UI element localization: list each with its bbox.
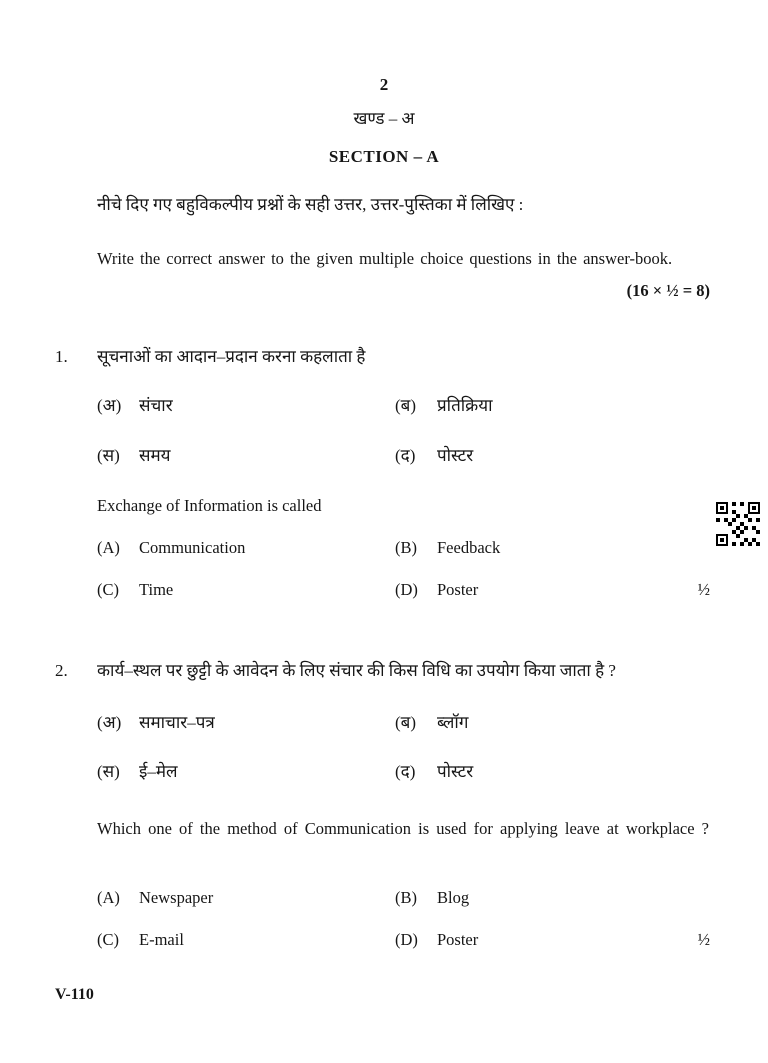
- option-label: (B): [395, 888, 417, 907]
- question-text-english: Which one of the method of Communication is used for applying leave at workplace ?: [97, 819, 709, 838]
- option-text: ब्लॉग: [437, 713, 469, 732]
- option-a-english: [97, 887, 395, 909]
- option-text: Time: [139, 580, 174, 599]
- question-number: 2.: [55, 661, 68, 680]
- option-label: (स): [97, 762, 120, 781]
- question-marks: ½: [697, 580, 710, 599]
- option-text: Newspaper: [139, 888, 214, 907]
- option-text: समय: [139, 446, 171, 465]
- option-label: (द): [395, 762, 416, 781]
- options-hindi: [97, 712, 710, 783]
- section-title-hindi: खण्ड – अ: [353, 109, 415, 128]
- instruction-english: Write the correct answer to the given multiple choice questions in the answer-book.: [97, 249, 673, 268]
- question-text-english: Exchange of Information is called: [97, 496, 322, 515]
- option-b-hindi: [395, 395, 710, 417]
- option-text: पोस्टर: [437, 446, 474, 465]
- option-c-hindi: [97, 445, 395, 467]
- option-label: (अ): [97, 396, 122, 415]
- option-d-hindi: [395, 761, 710, 783]
- question-text-hindi: सूचनाओं का आदान–प्रदान करना कहलाता है: [97, 347, 366, 366]
- instruction-hindi: नीचे दिए गए बहुविकल्पीय प्रश्नों के सही उत्तर, उत्तर-पुस्तिका में लिखिए :: [97, 195, 524, 214]
- option-b-hindi: [395, 712, 710, 734]
- option-b-english: [395, 537, 710, 559]
- question-text-hindi: कार्य–स्थल पर छुट्टी के आवेदन के लिए संचार की किस विधि का उपयोग किया जाता है ?: [97, 661, 616, 680]
- option-text: पोस्टर: [437, 762, 474, 781]
- option-text: ई–मेल: [139, 762, 178, 781]
- option-text: Poster: [437, 930, 479, 949]
- option-text: Poster: [437, 580, 479, 599]
- option-c-english: [97, 579, 395, 601]
- option-a-english: [97, 537, 395, 559]
- option-c-hindi: [97, 761, 395, 783]
- option-label: (ब): [395, 713, 417, 732]
- total-marks: (16 × ½ = 8): [626, 281, 710, 300]
- option-a-hindi: [97, 395, 395, 417]
- option-label: (A): [97, 538, 120, 557]
- option-label: (C): [97, 930, 119, 949]
- option-label: (ब): [395, 396, 417, 415]
- section-title-english: SECTION – A: [328, 147, 440, 166]
- option-label: (A): [97, 888, 120, 907]
- option-text: Blog: [437, 888, 470, 907]
- option-text: Feedback: [437, 538, 501, 557]
- option-a-hindi: [97, 712, 395, 734]
- option-d-english: [395, 929, 710, 951]
- option-label: (C): [97, 580, 119, 599]
- option-text: प्रतिक्रिया: [437, 396, 493, 415]
- option-text: Communication: [139, 538, 246, 557]
- option-label: (D): [395, 930, 418, 949]
- option-label: (द): [395, 446, 416, 465]
- options-english: [97, 537, 710, 601]
- question-marks: ½: [697, 930, 710, 949]
- option-b-english: [395, 887, 710, 909]
- paper-code: V-110: [55, 986, 94, 1003]
- option-d-hindi: [395, 445, 710, 467]
- question-number: 1.: [55, 347, 68, 366]
- option-text: समाचार–पत्र: [139, 713, 215, 732]
- option-text: E-mail: [139, 930, 184, 949]
- option-d-english: [395, 579, 710, 601]
- option-text: संचार: [139, 396, 173, 415]
- option-label: (स): [97, 446, 120, 465]
- option-label: (अ): [97, 713, 122, 732]
- qr-code: [716, 502, 760, 546]
- option-label: (B): [395, 538, 417, 557]
- option-label: (D): [395, 580, 418, 599]
- page-number: 2: [379, 75, 389, 94]
- options-english: [97, 887, 710, 951]
- options-hindi: [97, 395, 710, 467]
- option-c-english: [97, 929, 395, 951]
